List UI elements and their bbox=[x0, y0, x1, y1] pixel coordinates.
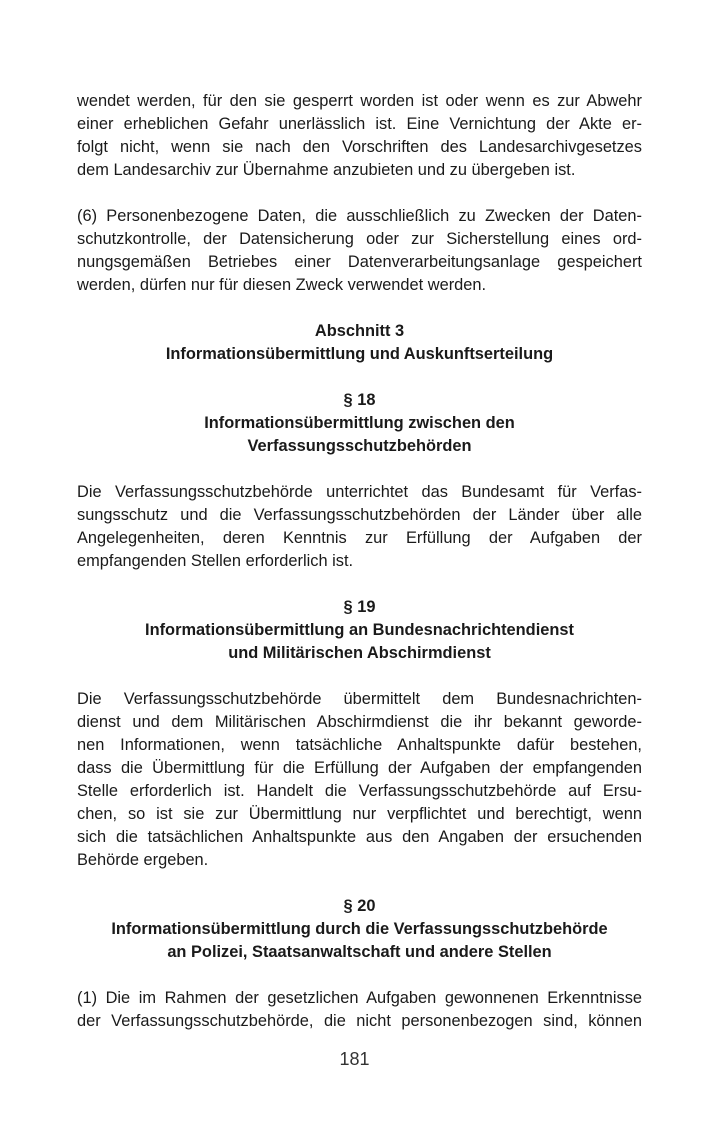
text-line: chen, so ist sie zur Übermittlung nur verpflichtet und berechtigt, wenn bbox=[77, 805, 642, 823]
paragraph-19-text bbox=[77, 688, 642, 872]
heading-line: Verfassungsschutzbehörden bbox=[247, 437, 472, 455]
section-heading-paragraph-18 bbox=[77, 389, 642, 458]
text-line: Die Verfassungsschutzbehörde übermittelt dem Bundesnachrichten- bbox=[77, 690, 642, 708]
heading-line: § 19 bbox=[343, 598, 376, 616]
text-line: Die Verfassungsschutzbehörde unterrichtet das Bundesamt für Verfas- bbox=[77, 483, 642, 501]
page-number: 181 bbox=[339, 1049, 370, 1069]
section-heading-abschnitt-3 bbox=[77, 320, 642, 366]
text-line: nen Informationen, wenn tatsächliche Anhaltspunkte dafür bestehen, bbox=[77, 736, 642, 754]
text-line: (1) Die im Rahmen der gesetzlichen Aufgaben gewonnenen Erkenntnisse bbox=[77, 989, 642, 1007]
heading-line: Abschnitt 3 bbox=[314, 322, 405, 340]
text-line: (6) Personenbezogene Daten, die ausschließlich zu Zwecken der Daten- bbox=[77, 207, 642, 225]
paragraph-akte-vernichtung bbox=[77, 90, 642, 182]
paragraph-18-text bbox=[77, 481, 642, 573]
text-line: dienst und dem Militärischen Abschirmdienst die ihr bekannt geworde- bbox=[77, 713, 642, 731]
heading-line: Informationsübermittlung und Auskunftserteilung bbox=[165, 345, 554, 363]
section-heading-paragraph-19 bbox=[77, 596, 642, 665]
heading-line: § 18 bbox=[343, 391, 376, 409]
heading-line: Informationsübermittlung durch die Verfassungsschutzbehörde bbox=[111, 920, 608, 938]
heading-line: Informationsübermittlung an Bundesnachrichtendienst bbox=[145, 621, 574, 639]
text-line: dem Landesarchiv zur Übernahme anzubieten und zu übergeben ist. bbox=[77, 161, 576, 179]
text-line: Behörde ergeben. bbox=[77, 851, 209, 869]
text-line: werden, dürfen nur für diesen Zweck verwendet werden. bbox=[77, 276, 487, 294]
page-body bbox=[77, 90, 642, 1033]
heading-line: und Militärischen Abschirmdienst bbox=[228, 644, 491, 662]
text-line: wendet werden, für den sie gesperrt worden ist oder wenn es zur Abwehr bbox=[77, 92, 642, 110]
text-line: sich die tatsächlichen Anhaltspunkte aus den Angaben der ersuchenden bbox=[77, 828, 642, 846]
section-heading-paragraph-20 bbox=[77, 895, 642, 964]
text-line: der Verfassungsschutzbehörde, die nicht personenbezogen sind, können bbox=[77, 1012, 642, 1030]
heading-line: an Polizei, Staatsanwaltschaft und andere Stellen bbox=[167, 943, 552, 961]
text-line: schutzkontrolle, der Datensicherung oder zur Sicherstellung eines ord- bbox=[77, 230, 642, 248]
text-line: einer erheblichen Gefahr unerlässlich ist. Eine Vernichtung der Akte er- bbox=[77, 115, 642, 133]
paragraph-20-text bbox=[77, 987, 642, 1033]
heading-line: Informationsübermittlung zwischen den bbox=[204, 414, 515, 432]
paragraph-absatz-6 bbox=[77, 205, 642, 297]
text-line: sungsschutz und die Verfassungsschutzbehörden der Länder über alle bbox=[77, 506, 642, 524]
text-line: Stelle erforderlich ist. Handelt die Verfassungsschutzbehörde auf Ersu- bbox=[77, 782, 642, 800]
text-line: dass die Übermittlung für die Erfüllung der Aufgaben der empfangenden bbox=[77, 759, 642, 777]
heading-line: § 20 bbox=[343, 897, 376, 915]
text-line: Angelegenheiten, deren Kenntnis zur Erfüllung der Aufgaben der bbox=[77, 529, 642, 547]
text-line: nungsgemäßen Betriebes einer Datenverarbeitungsanlage gespeichert bbox=[77, 253, 642, 271]
text-line: folgt nicht, wenn sie nach den Vorschriften des Landesarchivgesetzes bbox=[77, 138, 642, 156]
text-line: empfangenden Stellen erforderlich ist. bbox=[77, 552, 354, 570]
